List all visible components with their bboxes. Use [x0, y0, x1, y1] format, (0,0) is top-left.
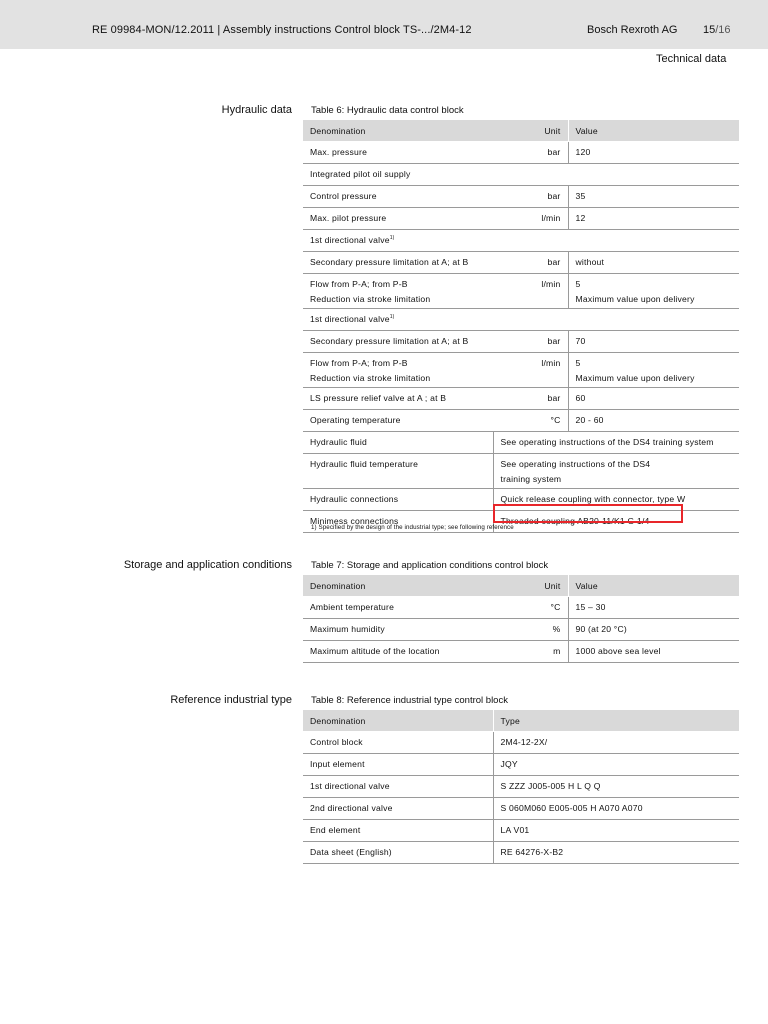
cell-type: LA V01	[493, 820, 739, 842]
cell-denomination: 2nd directional valve	[303, 798, 493, 820]
cell-unit: bar	[493, 186, 568, 208]
cell-denomination	[303, 641, 493, 663]
col-value: Value	[568, 120, 739, 142]
reference-type-table	[303, 710, 739, 864]
denomination-text: Hydraulic connections	[310, 494, 399, 504]
denomination-text-2: Reduction via stroke limitation	[310, 294, 431, 304]
denomination-text: Secondary pressure limitation at A; at B	[310, 257, 469, 267]
table6-caption: Table 6: Hydraulic data control block	[311, 105, 464, 116]
group-label	[303, 164, 739, 186]
cell-unit: bar	[493, 142, 568, 164]
cell-type: 2M4-12-2X/	[493, 732, 739, 754]
value-text: 60	[575, 393, 586, 403]
table6-footnote: 1) Specified by the design of the industrial type; see following reference	[311, 524, 514, 531]
table-row	[303, 798, 739, 820]
cell-type: JQY	[493, 754, 739, 776]
denomination-text: Max. pilot pressure	[310, 213, 387, 223]
hydraulic-data-table	[303, 120, 739, 533]
document-title: RE 09984-MON/12.2011 | Assembly instructions Control block TS-.../2M4-12	[92, 24, 472, 36]
cell-type: S 060M060 E005-005 H A070 A070	[493, 798, 739, 820]
table-row	[303, 454, 739, 489]
cell-unit: bar	[493, 331, 568, 353]
cell-value	[568, 388, 739, 410]
table-row	[303, 142, 739, 164]
value-text: 1000 above sea level	[575, 646, 661, 656]
cell-denomination	[303, 252, 493, 274]
cell-denomination	[303, 454, 493, 489]
col-unit: Unit	[493, 120, 568, 142]
table-header-row	[303, 575, 739, 597]
denomination-text: Maximum altitude of the location	[310, 646, 440, 656]
value-text: Threaded coupling AB20-11/K1 G 1/4	[500, 516, 650, 526]
cell-denomination	[303, 597, 493, 619]
table-row	[303, 597, 739, 619]
cell-unit: bar	[493, 252, 568, 274]
cell-denomination	[303, 331, 493, 353]
col-denomination: Denomination	[303, 575, 493, 597]
page-total: /16	[715, 24, 731, 36]
denomination-text: Secondary pressure limitation at A; at B	[310, 336, 469, 346]
cell-unit: l/min	[493, 274, 568, 309]
cell-denomination: Input element	[303, 754, 493, 776]
cell-value	[568, 619, 739, 641]
footnote-mark: 1)	[389, 235, 395, 241]
denomination-text: Maximum humidity	[310, 624, 385, 634]
cell-value	[568, 597, 739, 619]
cell-value	[568, 208, 739, 230]
cell-value	[493, 432, 739, 454]
cell-denomination: Control block	[303, 732, 493, 754]
cell-denomination	[303, 186, 493, 208]
table-row	[303, 732, 739, 754]
cell-unit: °C	[493, 597, 568, 619]
cell-denomination: Data sheet (English)	[303, 842, 493, 864]
value-text: 5	[575, 358, 581, 368]
table-row	[303, 820, 739, 842]
group-row	[303, 309, 739, 331]
value-text: 5	[575, 279, 581, 289]
denomination-text: Operating temperature	[310, 415, 401, 425]
denomination-text: Control pressure	[310, 191, 377, 201]
denomination-text: Hydraulic fluid	[310, 437, 367, 447]
cell-denomination	[303, 489, 493, 511]
col-denomination: Denomination	[303, 710, 493, 732]
group-row	[303, 164, 739, 186]
value-text: 12	[575, 213, 586, 223]
table-row	[303, 754, 739, 776]
value-text-2: Maximum value upon delivery	[575, 373, 695, 383]
storage-conditions-label: Storage and application conditions	[123, 559, 292, 571]
table-row	[303, 641, 739, 663]
page-current: 15	[703, 24, 716, 36]
table-row	[303, 410, 739, 432]
table-row	[303, 432, 739, 454]
value-text: 20 - 60	[575, 415, 604, 425]
cell-denomination	[303, 410, 493, 432]
col-unit: Unit	[493, 575, 568, 597]
cell-denomination: End element	[303, 820, 493, 842]
highlight-annotation-box	[493, 504, 683, 523]
cell-value	[568, 353, 739, 388]
group-label-text: Integrated pilot oil supply	[310, 169, 411, 179]
cell-value	[568, 274, 739, 309]
page-number	[703, 24, 731, 36]
hydraulic-data-label: Hydraulic data	[221, 104, 292, 116]
value-text-2: Maximum value upon delivery	[575, 294, 695, 304]
cell-value	[493, 454, 739, 489]
table7-caption: Table 7: Storage and application conditions control block	[311, 560, 549, 571]
cell-denomination	[303, 353, 493, 388]
group-label	[303, 309, 739, 331]
group-label	[303, 230, 739, 252]
cell-denomination	[303, 432, 493, 454]
cell-unit: m	[493, 641, 568, 663]
table-row	[303, 619, 739, 641]
value-text: Quick release coupling with connector, type W	[500, 494, 686, 504]
value-text: without	[575, 257, 605, 267]
value-text: See operating instructions of the DS4	[500, 459, 651, 469]
section-title: Technical data	[656, 53, 727, 65]
company-name: Bosch Rexroth AG	[587, 24, 678, 36]
table-row	[303, 353, 739, 388]
cell-denomination	[303, 142, 493, 164]
cell-value	[568, 142, 739, 164]
col-type: Type	[493, 710, 739, 732]
value-text: 35	[575, 191, 586, 201]
cell-value	[568, 331, 739, 353]
col-denomination: Denomination	[303, 120, 493, 142]
cell-value	[568, 186, 739, 208]
table-row	[303, 274, 739, 309]
cell-denomination	[303, 208, 493, 230]
denomination-text: Hydraulic fluid temperature	[310, 459, 419, 469]
reference-type-label: Reference industrial type	[170, 694, 292, 706]
page-header	[0, 0, 768, 49]
cell-denomination	[303, 619, 493, 641]
cell-value	[568, 252, 739, 274]
col-value: Value	[568, 575, 739, 597]
table-row	[303, 842, 739, 864]
cell-denomination: 1st directional valve	[303, 776, 493, 798]
cell-value	[568, 410, 739, 432]
group-label-text: 1st directional valve	[310, 314, 390, 324]
cell-unit: l/min	[493, 208, 568, 230]
storage-conditions-table	[303, 575, 739, 663]
cell-denomination	[303, 274, 493, 309]
cell-type: RE 64276-X-B2	[493, 842, 739, 864]
table8-caption: Table 8: Reference industrial type control block	[311, 695, 508, 706]
denomination-text: Flow from P-A; from P-B	[310, 358, 408, 368]
denomination-text: Minimess connections	[310, 516, 399, 526]
table-row	[303, 252, 739, 274]
denomination-text: Max. pressure	[310, 147, 368, 157]
cell-unit: bar	[493, 388, 568, 410]
cell-denomination	[303, 388, 493, 410]
table-header-row	[303, 710, 739, 732]
denomination-text: LS pressure relief valve at A ; at B	[310, 393, 447, 403]
cell-unit: °C	[493, 410, 568, 432]
cell-type: S ZZZ J005-005 H L Q Q	[493, 776, 739, 798]
denomination-text-2: Reduction via stroke limitation	[310, 373, 431, 383]
denomination-text: Ambient temperature	[310, 602, 395, 612]
table-row	[303, 186, 739, 208]
value-text-2: training system	[500, 474, 562, 484]
group-row	[303, 230, 739, 252]
value-text: 120	[575, 147, 591, 157]
table-header-row	[303, 120, 739, 142]
cell-unit: %	[493, 619, 568, 641]
table-row	[303, 776, 739, 798]
cell-unit: l/min	[493, 353, 568, 388]
footnote-mark: 1)	[389, 314, 395, 320]
denomination-text: Flow from P-A; from P-B	[310, 279, 408, 289]
value-text: See operating instructions of the DS4 training system	[500, 437, 714, 447]
table-row	[303, 388, 739, 410]
table-row	[303, 208, 739, 230]
value-text: 70	[575, 336, 586, 346]
value-text: 15 – 30	[575, 602, 606, 612]
value-text: 90 (at 20 °C)	[575, 624, 627, 634]
group-label-text: 1st directional valve	[310, 235, 390, 245]
cell-value	[568, 641, 739, 663]
table-row	[303, 331, 739, 353]
